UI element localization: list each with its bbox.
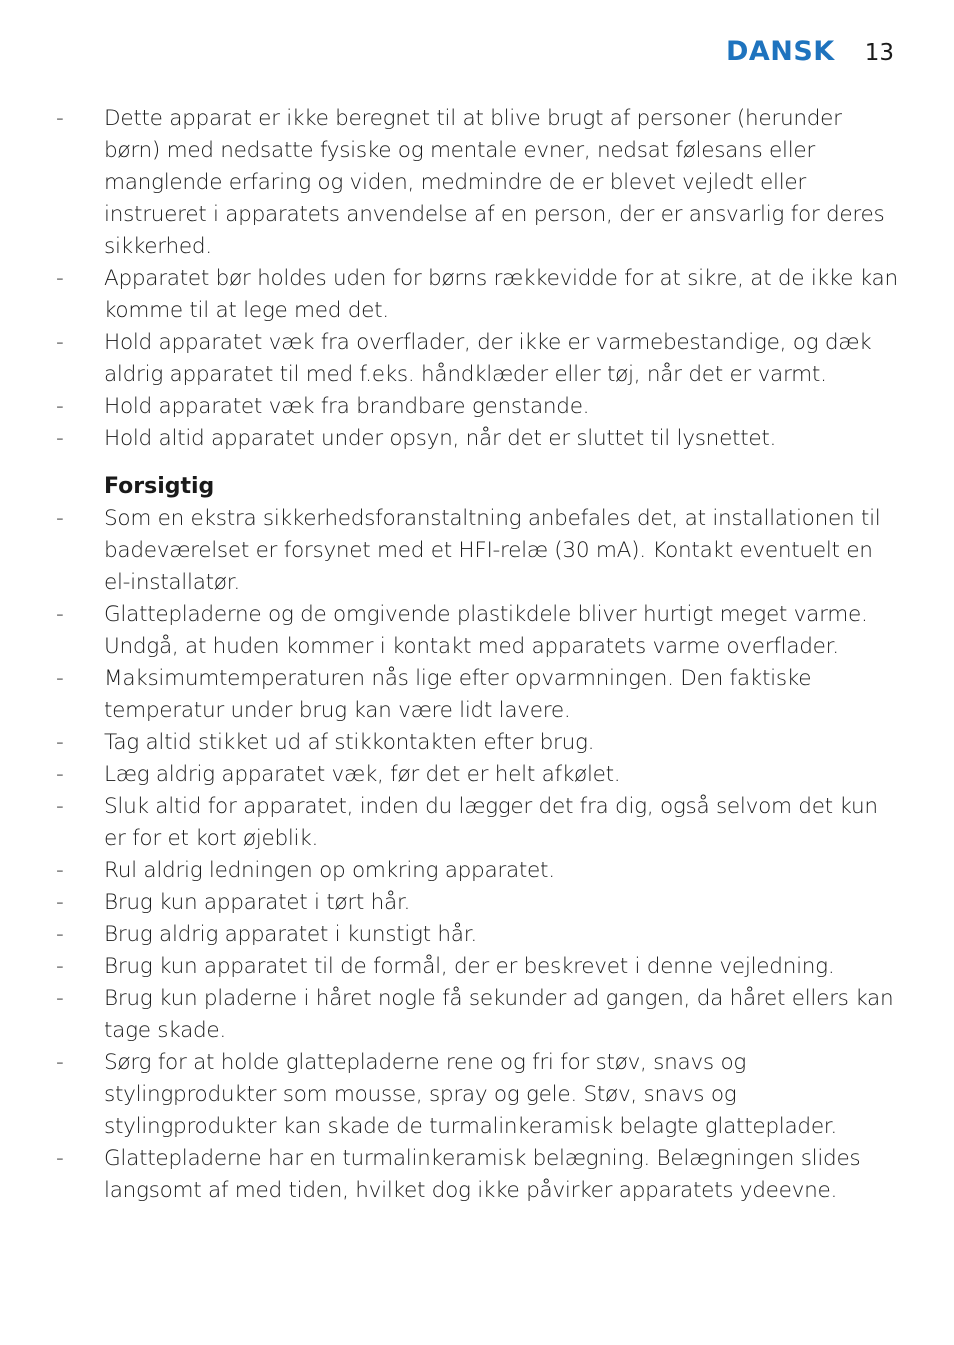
list-item — [56, 1143, 901, 1207]
list-item — [56, 263, 901, 327]
safety-instructions — [56, 103, 901, 1207]
language-label: DANSK — [725, 36, 835, 67]
list-item — [56, 103, 901, 263]
bullet-dash: - — [56, 330, 64, 355]
list-item — [56, 887, 901, 919]
list-item — [56, 951, 901, 983]
bullet-dash: - — [56, 266, 64, 291]
bullet-dash: - — [56, 986, 64, 1011]
page-number: 13 — [864, 40, 894, 66]
list-item — [56, 759, 901, 791]
list-item-text: Maksimumtemperaturen nås lige efter opvarmningen. Den faktiske temperatur under brug kan være lidt lavere. — [104, 666, 812, 723]
list-item-text: Apparatet bør holdes uden for børns rækkevidde for at sikre, at de ikke kan komme til at lege med det. — [104, 266, 898, 323]
list-item — [56, 1047, 901, 1143]
bullet-dash: - — [56, 730, 64, 755]
bullet-dash: - — [56, 922, 64, 947]
list-item — [56, 391, 901, 423]
list-item — [56, 727, 901, 759]
list-item-text: Sørg for at holde glattepladerne rene og fri for støv, snavs og stylingprodukter som mousse, spray og gele. Støv, snavs og stylingprodukter kan skade de turmalinkeramisk belagte glatteplader. — [104, 1050, 837, 1139]
list-item-text: Brug kun apparatet i tørt hår. — [104, 890, 411, 915]
bullet-dash: - — [56, 426, 64, 451]
list-item-text: Hold altid apparatet under opsyn, når det er sluttet til lysnettet. — [104, 426, 777, 451]
list-item-text: Rul aldrig ledningen op omkring apparatet. — [104, 858, 555, 883]
list-item — [56, 423, 901, 455]
bullet-dash: - — [56, 602, 64, 627]
list-item — [56, 503, 901, 599]
list-item-text: Sluk altid for apparatet, inden du lægger det fra dig, også selvom det kun er for et kort øjeblik. — [104, 794, 878, 851]
page-header — [726, 36, 894, 67]
list-item-text: Hold apparatet væk fra overflader, der ikke er varmebestandige, og dæk aldrig apparatet til med f.eks. håndklæder eller tøj, når det er varmt. — [104, 330, 872, 387]
bullet-dash: - — [56, 858, 64, 883]
bullet-dash: - — [56, 794, 64, 819]
list-item-text: Læg aldrig apparatet væk, før det er helt afkølet. — [104, 762, 621, 787]
list-item-text: Brug aldrig apparatet i kunstigt hår. — [104, 922, 477, 947]
list-item-text: Glattepladerne og de omgivende plastikdele bliver hurtigt meget varme. Undgå, at huden kommer i kontakt med apparatets varme overflader. — [104, 602, 868, 659]
list-item — [56, 983, 901, 1047]
bullet-dash: - — [56, 1146, 64, 1171]
list-item — [56, 791, 901, 855]
list-item — [56, 663, 901, 727]
list-item-text: Brug kun pladerne i håret nogle få sekunder ad gangen, da håret ellers kan tage skade. — [104, 986, 894, 1043]
bullet-dash: - — [56, 394, 64, 419]
bullet-dash: - — [56, 506, 64, 531]
list-item — [56, 919, 901, 951]
list-item-text: Hold apparatet væk fra brandbare genstande. — [104, 394, 590, 419]
bullet-dash: - — [56, 106, 64, 131]
bullet-dash: - — [56, 762, 64, 787]
bullet-dash: - — [56, 1050, 64, 1075]
list-item-text: Glattepladerne har en turmalinkeramisk belægning. Belægningen slides langsomt af med tiden, hvilket dog ikke påvirker apparatets ydeevne. — [104, 1146, 861, 1203]
list-item-text: Dette apparat er ikke beregnet til at blive brugt af personer (herunder børn) med nedsatte fysiske og mentale evner, nedsat følesans eller manglende erfaring og viden, medmindre de er blevet vejledt eller instrueret i apparatets anvendelse af en person, der er ansvarlig for deres sikkerhed. — [104, 106, 885, 259]
bullet-dash: - — [56, 666, 64, 691]
section-heading: Forsigtig — [104, 474, 215, 499]
list-item — [56, 599, 901, 663]
list-item-text: Brug kun apparatet til de formål, der er beskrevet i denne vejledning. — [104, 954, 835, 979]
bullet-dash: - — [56, 890, 64, 915]
list-item — [56, 327, 901, 391]
bullet-dash: - — [56, 954, 64, 979]
list-item-text: Tag altid stikket ud af stikkontakten efter brug. — [104, 730, 595, 755]
list-item — [56, 855, 901, 887]
list-item-text: Som en ekstra sikkerhedsforanstaltning anbefales det, at installationen til badeværelset er forsynet med et HFI-relæ (30 mA). Kontakt eventuelt en el-installatør. — [104, 506, 881, 595]
